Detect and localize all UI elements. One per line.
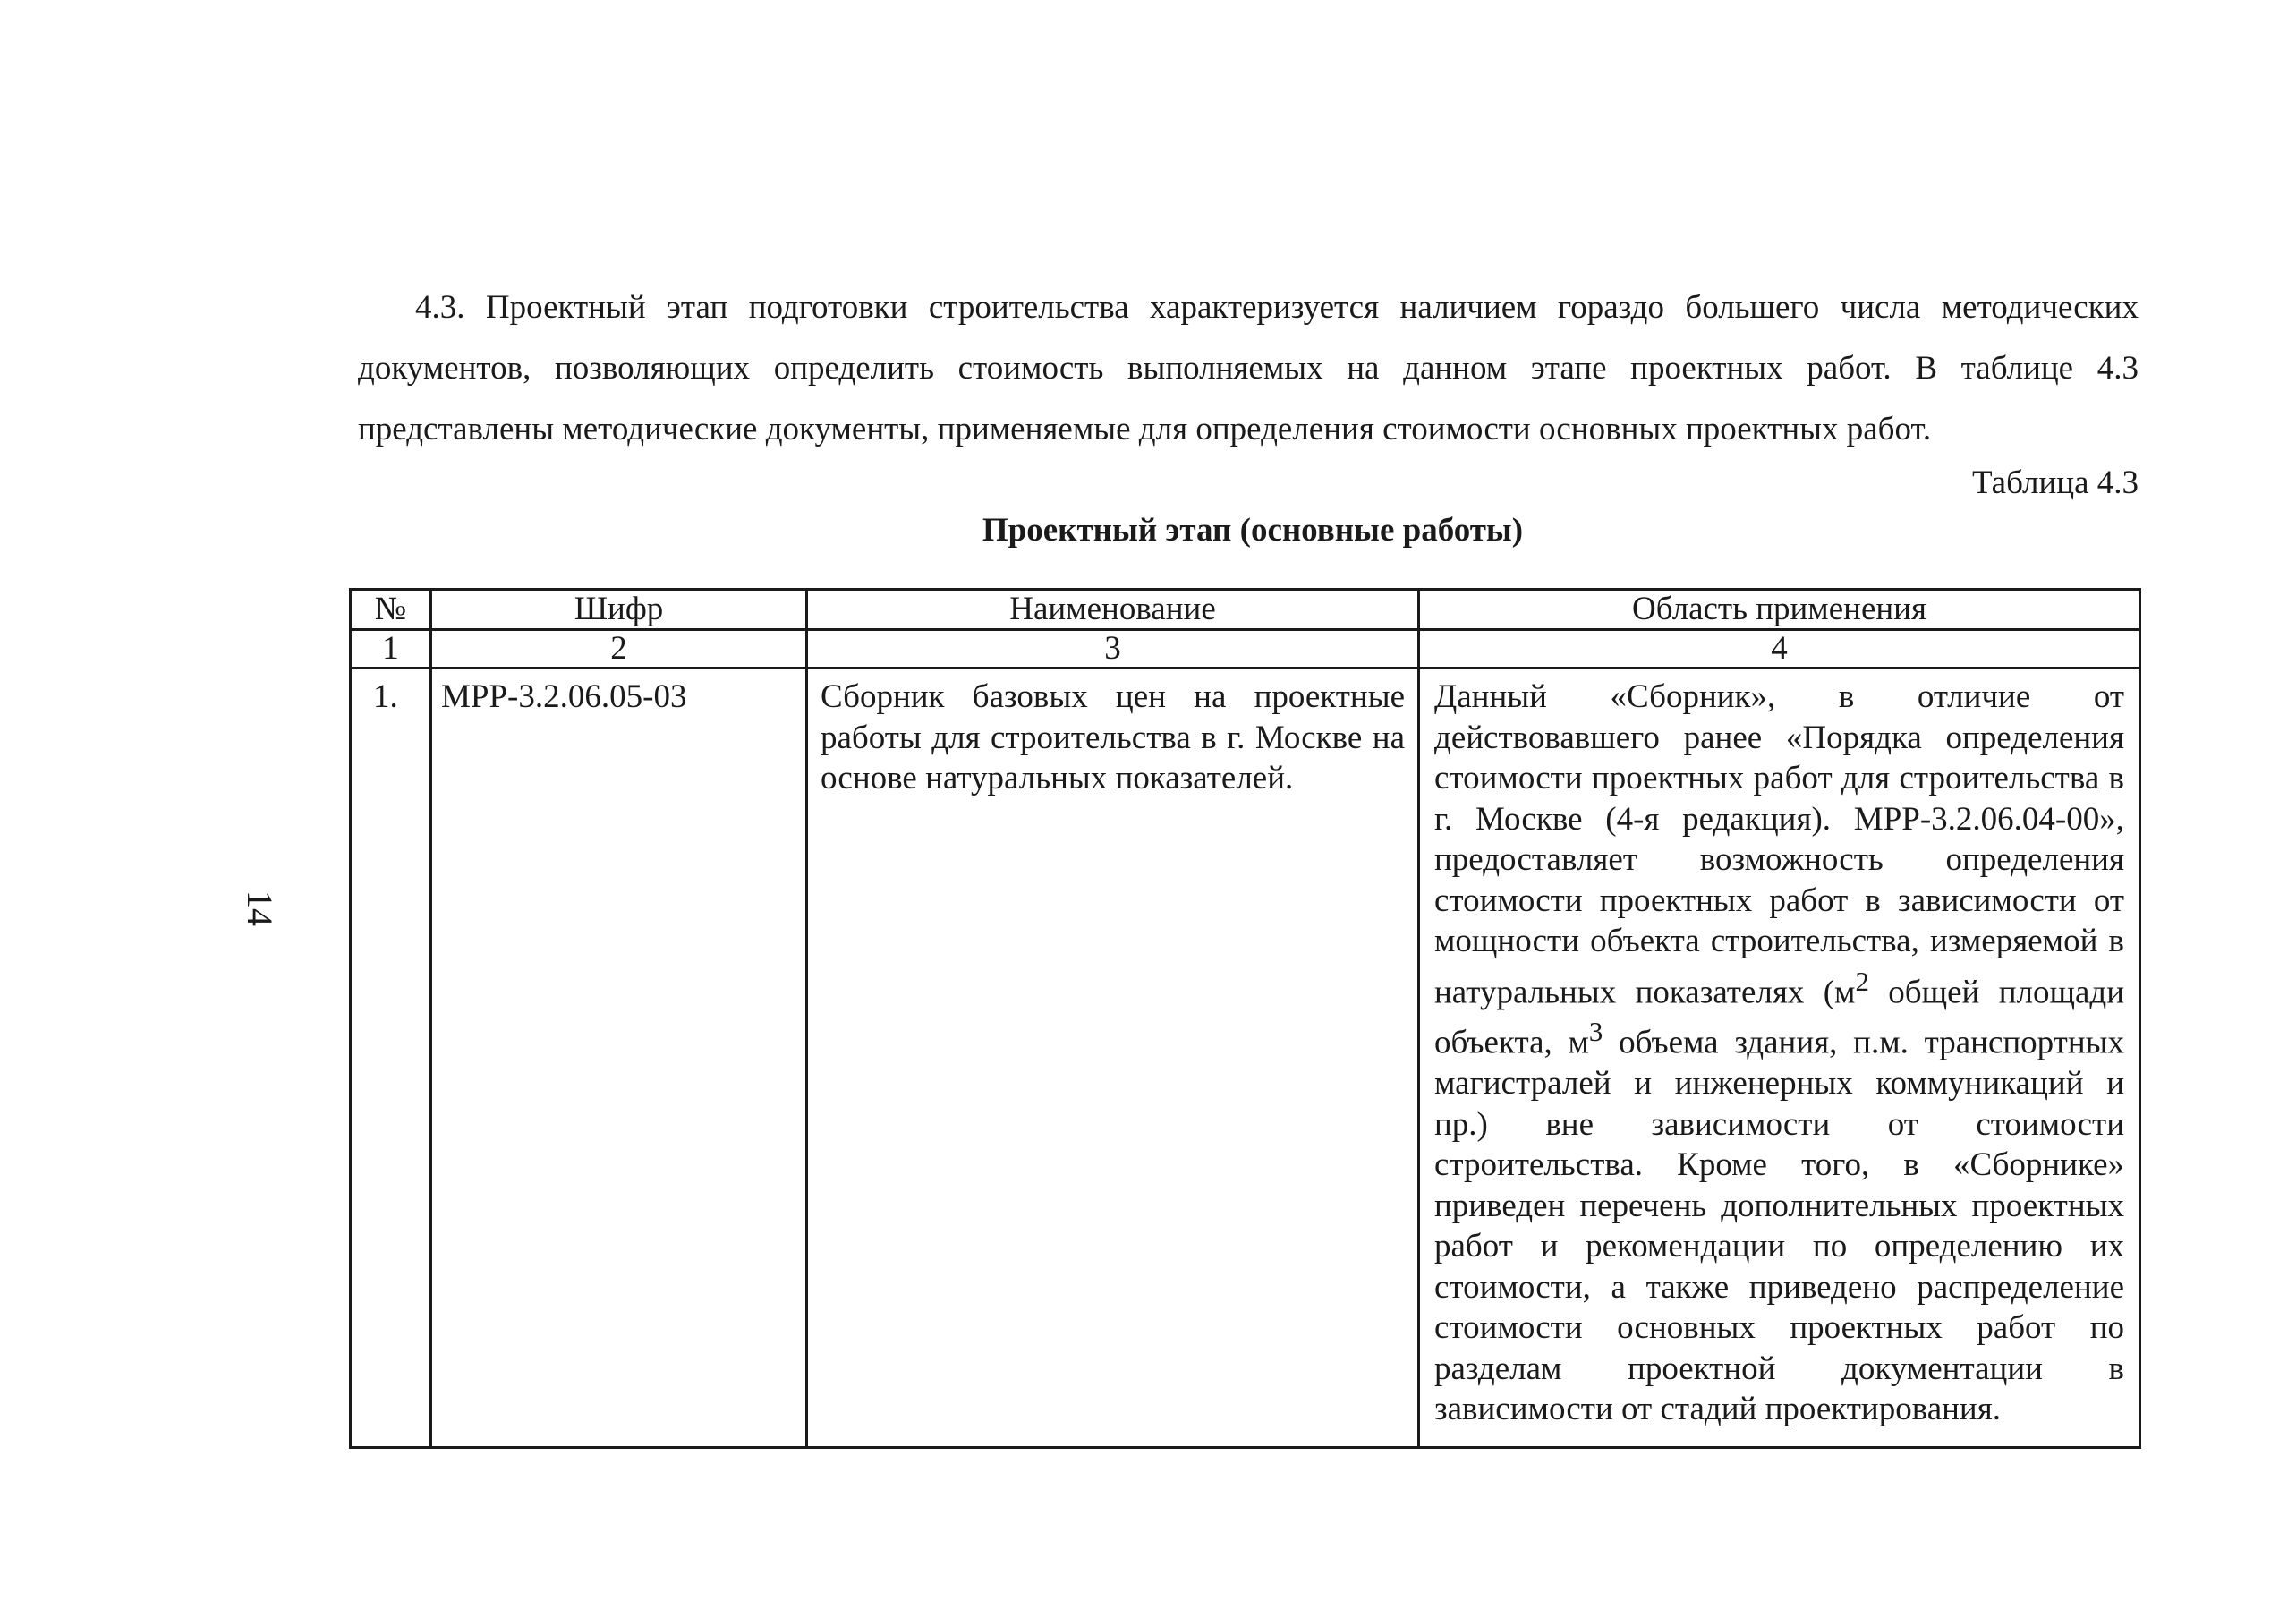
table-row xyxy=(351,668,2140,1448)
superscript-3: 3 xyxy=(1588,1017,1603,1048)
column-number: 4 xyxy=(1419,630,2140,668)
scope-text-part1: Данный «Сборник», в отличие от действовавшего ранее «Порядка определения стоимости проектных работ для строительства в г. Москве (4-я редакция). МРР-3.2.06.04-00», предоставляет возможность определения стоимости проектных работ в зависимости от мощности объекта строительства, измеряемой в натуральных показателях (м xyxy=(1434,678,2124,1010)
column-number-row xyxy=(351,630,2140,668)
table-caption: Таблица 4.3 xyxy=(1972,464,2139,501)
header-name: Наименование xyxy=(807,590,1419,630)
column-number: 2 xyxy=(431,630,807,668)
column-number: 1 xyxy=(351,630,431,668)
table-title: Проектный этап (основные работы) xyxy=(982,512,1524,549)
table-header-row xyxy=(351,590,2140,630)
header-number: № xyxy=(351,590,431,630)
superscript-2: 2 xyxy=(1855,966,1869,997)
document-name-cell: Сборник базовых цен на проектные работы для строительства в г. Москве на основе натуральных показателей. xyxy=(807,668,1419,1448)
row-number-cell: 1. xyxy=(351,668,431,1448)
document-scope-cell xyxy=(1419,668,2140,1448)
intro-paragraph: 4.3. Проектный этап подготовки строительства характеризуется наличием гораздо большего числа методических документов, позволяющих определить стоимость выполняемых на данном этапе проектных работ. В таблице 4.3 представлены методические документы, применяемые для определения стоимости основных проектных работ. xyxy=(358,289,2139,447)
document-code-cell: МРР-3.2.06.05-03 xyxy=(431,668,807,1448)
header-code: Шифр xyxy=(431,590,807,630)
scope-text-part2: общей площади объекта, м xyxy=(1434,973,2124,1061)
column-number: 3 xyxy=(807,630,1419,668)
page-number: 14 xyxy=(240,890,280,926)
methodology-table xyxy=(349,588,2141,1449)
scope-text-part3: объема здания, п.м. транспортных магистралей и инженерных коммуникаций и пр.) вне зависимости от стоимости строительства. Кроме того, в «Сборнике» приведен перечень дополнительных проектных работ и рекомендации по определению их стоимости, а также приведено распределение стоимости основных проектных работ по разделам проектной документации в зависимости от стадий проектирования. xyxy=(1434,1024,2125,1428)
header-scope: Область применения xyxy=(1419,590,2140,630)
